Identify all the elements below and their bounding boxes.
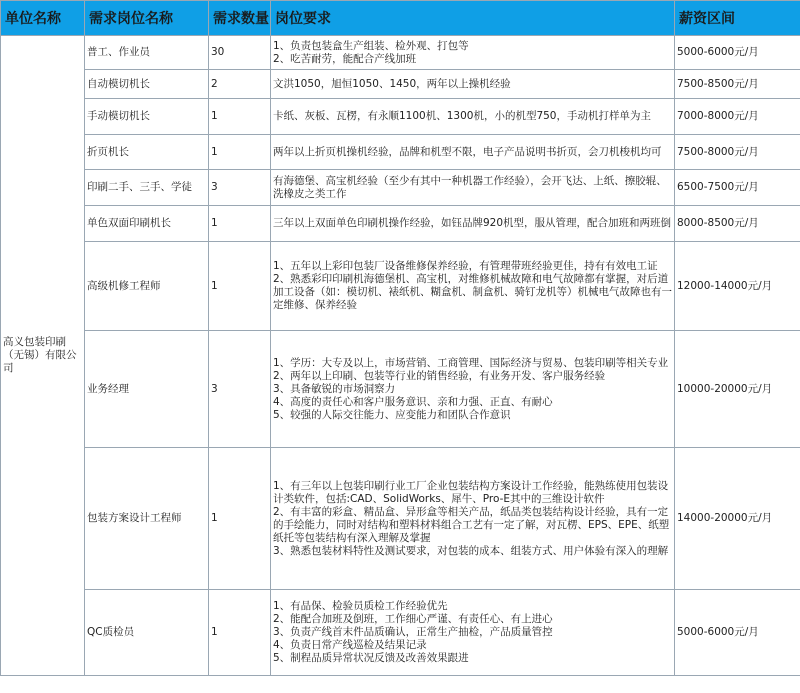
quantity-value: 1 xyxy=(209,135,271,170)
salary-value: 7500-8500元/月 xyxy=(675,70,800,99)
requirement-line: 1、有品保、检验员质检工作经验优先 xyxy=(273,600,448,612)
position-name: 自动模切机长 xyxy=(85,70,209,99)
quantity-value: 2 xyxy=(209,70,271,99)
requirement-line: 1、学历：大专及以上，市场营销、工商管理、国际经济与贸易、包装印刷等相关专业 xyxy=(273,356,669,369)
salary-value: 5000-6000元/月 xyxy=(675,36,800,70)
requirements-cell xyxy=(271,170,675,206)
salary-value: 7000-8000元/月 xyxy=(675,99,800,135)
position-name: 高级机修工程师 xyxy=(85,242,209,331)
salary-value: 12000-14000元/月 xyxy=(675,242,800,331)
requirement-line: 2、能配合加班及倒班，工作细心严谨、有责任心、有上进心 xyxy=(273,613,553,625)
table-row xyxy=(1,590,800,676)
requirements-cell xyxy=(271,242,675,331)
requirement-line: 2、吃苦耐劳，能配合产线加班 xyxy=(273,52,417,65)
position-name: 单色双面印刷机长 xyxy=(85,206,209,242)
table-row xyxy=(1,36,800,70)
table-row xyxy=(1,170,800,206)
header-quantity: 需求数量 xyxy=(209,1,271,36)
position-name: 包装方案设计工程师 xyxy=(85,448,209,590)
table-row xyxy=(1,70,800,99)
table-row xyxy=(1,135,800,170)
table-row xyxy=(1,242,800,331)
requirement-line: 3、具备敏锐的市场洞察力 xyxy=(273,382,396,395)
requirement-line: 2、熟悉彩印印刷机海德堡机、高宝机，对维修机械故障和电气故障都有掌握，对后道加工设备（如：模切机、裱纸机、糊盒机、制盒机、骑钉龙机等）机械电气故障也有一定维修、保养经验 xyxy=(273,273,672,311)
table-row xyxy=(1,99,800,135)
requirements-cell xyxy=(271,99,675,135)
requirement-line: 1、负责包装盒生产组装、检外观、打包等 xyxy=(273,39,469,52)
company-name: 高义包装印刷（无锡）有限公司 xyxy=(1,36,85,676)
position-name: 印刷二手、三手、学徒 xyxy=(85,170,209,206)
requirement-line: 5、制程品质异常状况反馈及改善效果跟进 xyxy=(273,652,469,664)
salary-value: 6500-7500元/月 xyxy=(675,170,800,206)
requirement-line: 三年以上双面单色印刷机操作经验，如钰品牌920机型，服从管理，配合加班和两班倒 xyxy=(273,217,672,229)
header-salary: 薪资区间 xyxy=(675,1,800,36)
header-requirements: 岗位要求 xyxy=(271,1,675,36)
salary-value: 8000-8500元/月 xyxy=(675,206,800,242)
requirements-cell xyxy=(271,331,675,448)
requirement-line: 3、熟悉包装材料特性及测试要求，对包装的成本、组装方式、用户体验有深入的理解 xyxy=(273,544,669,557)
header-company: 单位名称 xyxy=(1,1,85,36)
table-row xyxy=(1,331,800,448)
requirement-line: 1、有三年以上包装印刷行业工厂企业包装结构方案设计工作经验，能熟练使用包装设计类软件，包括:CAD、SolidWorks、犀牛、Pro-E其中的三维设计软件 xyxy=(273,479,669,505)
requirement-line: 两年以上折页机操机经验，品牌和机型不限，电子产品说明书折页，会刀机梭机均可 xyxy=(273,145,662,158)
salary-value: 5000-6000元/月 xyxy=(675,590,800,676)
quantity-value: 1 xyxy=(209,590,271,676)
requirements-cell xyxy=(271,70,675,99)
requirements-cell xyxy=(271,448,675,590)
table-row xyxy=(1,448,800,590)
requirements-cell xyxy=(271,206,675,242)
quantity-value: 1 xyxy=(209,448,271,590)
requirement-line: 1、五年以上彩印包装厂设备维修保养经验，有管理带班经验更佳，持有有效电工证 xyxy=(273,260,658,272)
salary-value: 10000-20000元/月 xyxy=(675,331,800,448)
position-name: QC质检员 xyxy=(85,590,209,676)
requirements-cell xyxy=(271,590,675,676)
requirement-line: 4、负责日常产线巡检及结果记录 xyxy=(273,639,427,651)
requirement-line: 2、两年以上印刷、包装等行业的销售经验，有业务开发、客户服务经验 xyxy=(273,369,606,382)
quantity-value: 3 xyxy=(209,170,271,206)
quantity-value: 1 xyxy=(209,242,271,331)
quantity-value: 30 xyxy=(209,36,271,70)
requirement-line: 4、高度的责任心和客户服务意识、亲和力强、正直、有耐心 xyxy=(273,395,553,408)
requirement-line: 3、负责产线首末件品质确认，正常生产抽检，产品质量管控 xyxy=(273,626,553,638)
requirement-line: 5、较强的人际交往能力、应变能力和团队合作意识 xyxy=(273,408,511,421)
table-row xyxy=(1,206,800,242)
requirements-cell xyxy=(271,36,675,70)
requirements-cell xyxy=(271,135,675,170)
position-name: 业务经理 xyxy=(85,331,209,448)
salary-value: 14000-20000元/月 xyxy=(675,448,800,590)
requirement-line: 卡纸、灰板、瓦楞，有永顺1100机、1300机，小的机型750，手动机打样单为主 xyxy=(273,110,651,122)
quantity-value: 1 xyxy=(209,99,271,135)
quantity-value: 1 xyxy=(209,206,271,242)
requirement-line: 文洪1050，旭恒1050、1450，两年以上操机经验 xyxy=(273,77,511,90)
requirement-line: 2、有丰富的彩盒、精品盒、异形盒等相关产品，纸品类包装结构设计经验，具有一定的手绘能力，同时对结构和塑料材料组合工艺有一定了解，对瓦楞、EPS、EPE、纸塑纸托等包装结构有深入理解及掌握 xyxy=(273,505,670,544)
position-name: 折页机长 xyxy=(85,135,209,170)
quantity-value: 3 xyxy=(209,331,271,448)
table-header-row xyxy=(1,1,800,36)
position-name: 手动模切机长 xyxy=(85,99,209,135)
requirement-line: 有海德堡、高宝机经验（至少有其中一种机器工作经验），会开飞达、上纸、擦胶辊、洗橡皮之类工作 xyxy=(273,174,667,200)
position-name: 普工、作业员 xyxy=(85,36,209,70)
salary-value: 7500-8000元/月 xyxy=(675,135,800,170)
header-position: 需求岗位名称 xyxy=(85,1,209,36)
